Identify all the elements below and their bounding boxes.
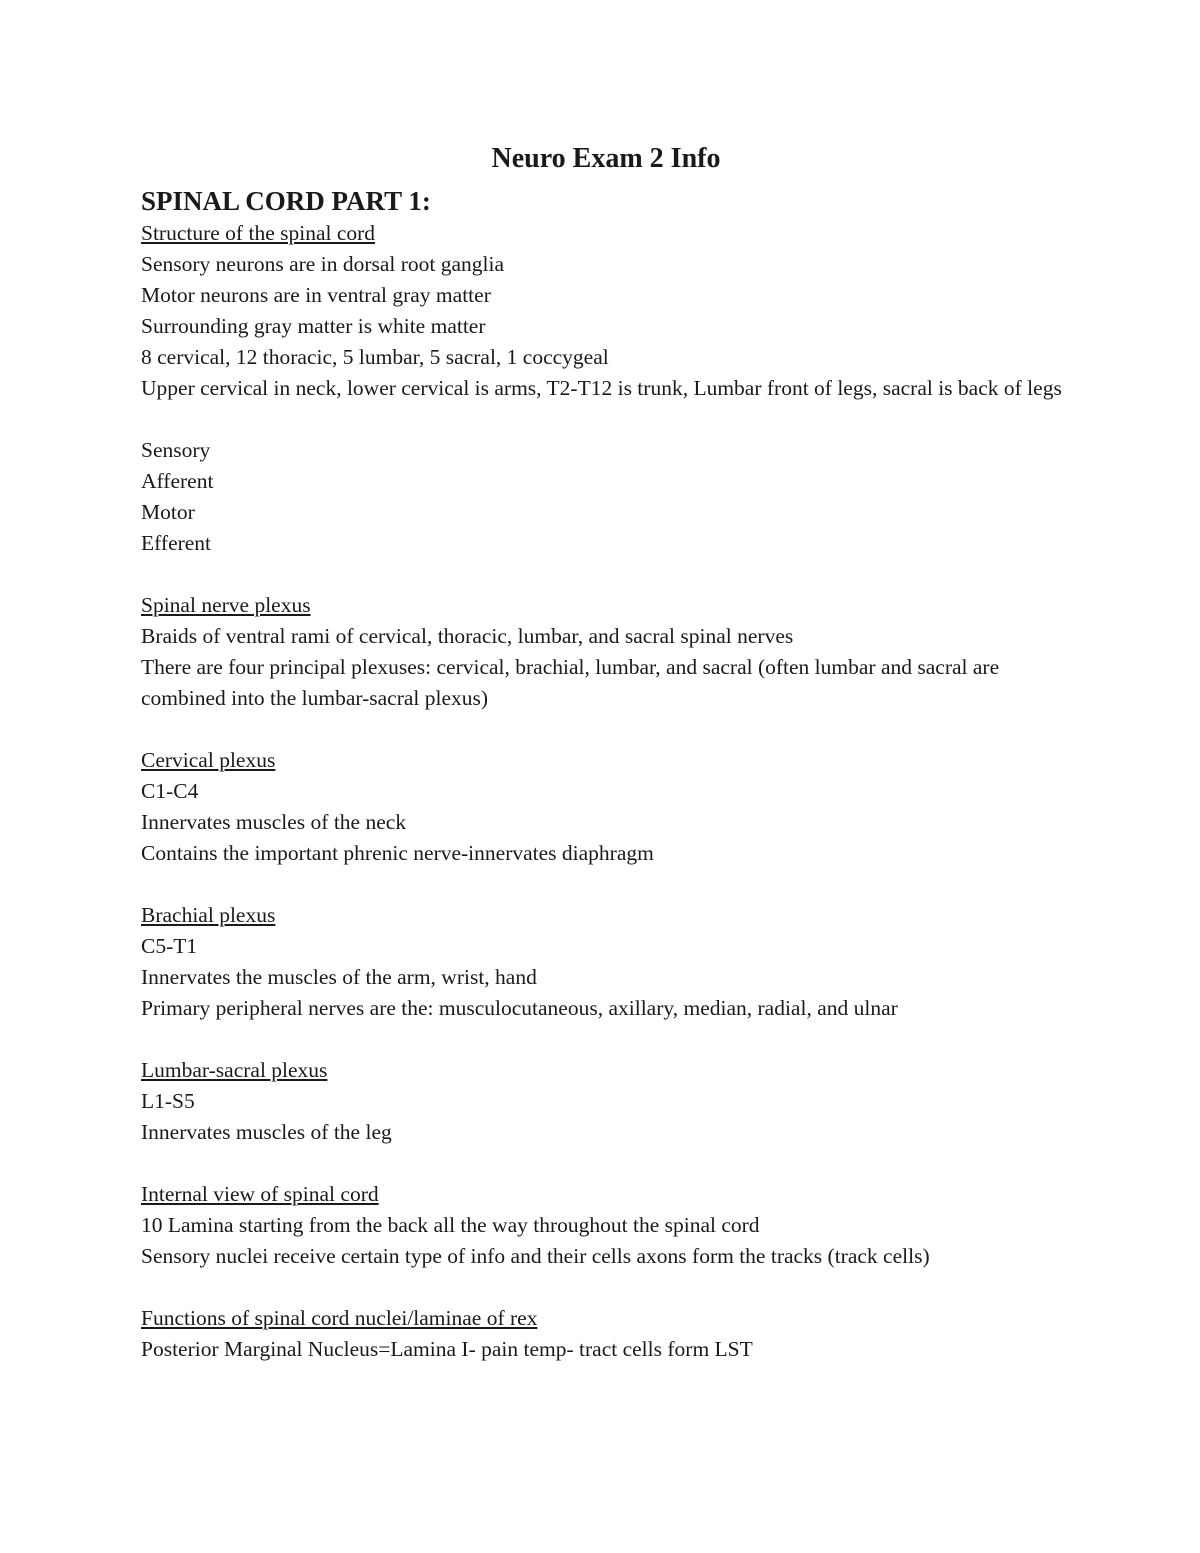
blank-line: [141, 714, 1071, 745]
blank-line: [141, 1272, 1071, 1303]
section-heading: Cervical plexus: [141, 748, 276, 772]
section-heading: Spinal nerve plexus: [141, 593, 311, 617]
text-line: Innervates the muscles of the arm, wrist, hand: [141, 965, 537, 989]
blank-line: [141, 869, 1071, 900]
text-line: Braids of ventral rami of cervical, thoracic, lumbar, and sacral spinal nerves: [141, 624, 794, 648]
text-line: Efferent: [141, 531, 212, 555]
text-line: There are four principal plexuses: cervical, brachial, lumbar, and sacral (often lumbar and sacral are combined into the lumbar-sacral plexus): [141, 655, 1000, 710]
text-line: Upper cervical in neck, lower cervical is arms, T2-T12 is trunk, Lumbar front of legs, sacral is back of legs: [141, 376, 1062, 400]
text-line: 10 Lamina starting from the back all the way throughout the spinal cord: [141, 1213, 760, 1237]
text-line: Contains the important phrenic nerve-innervates diaphragm: [141, 841, 654, 865]
section-heading: Lumbar-sacral plexus: [141, 1058, 328, 1082]
text-line: Primary peripheral nerves are the: musculocutaneous, axillary, median, radial, and ulnar: [141, 996, 898, 1020]
section-terms: [141, 435, 1071, 559]
section-structure: [141, 218, 1071, 404]
text-line: L1-S5: [141, 1089, 195, 1113]
blank-line: [141, 404, 1071, 435]
text-line: Sensory neurons are in dorsal root ganglia: [141, 252, 505, 276]
text-line: Sensory: [141, 438, 211, 462]
text-line: Afferent: [141, 469, 214, 493]
document-page: [141, 140, 1071, 1365]
section-functions-nuclei: [141, 1303, 1071, 1365]
text-line: C1-C4: [141, 779, 199, 803]
text-line: Surrounding gray matter is white matter: [141, 314, 486, 338]
text-line: Innervates muscles of the neck: [141, 810, 407, 834]
part-heading: SPINAL CORD PART 1:: [141, 186, 431, 216]
text-line: C5-T1: [141, 934, 198, 958]
blank-line: [141, 1148, 1071, 1179]
document-title: Neuro Exam 2 Info: [491, 143, 721, 174]
section-heading: Structure of the spinal cord: [141, 221, 376, 245]
section-spinal-nerve-plexus: [141, 590, 1071, 714]
section-heading: Functions of spinal cord nuclei/laminae of rex: [141, 1306, 538, 1330]
section-heading: Brachial plexus: [141, 903, 276, 927]
blank-line: [141, 1024, 1071, 1055]
section-lumbar-sacral-plexus: [141, 1055, 1071, 1148]
section-internal-view: [141, 1179, 1071, 1272]
text-line: Motor: [141, 500, 195, 524]
text-line: 8 cervical, 12 thoracic, 5 lumbar, 5 sacral, 1 coccygeal: [141, 345, 609, 369]
section-heading: Internal view of spinal cord: [141, 1182, 379, 1206]
text-line: Posterior Marginal Nucleus=Lamina I- pain temp- tract cells form LST: [141, 1337, 753, 1361]
text-line: Sensory nuclei receive certain type of info and their cells axons form the tracks (track cells): [141, 1244, 930, 1268]
text-line: Innervates muscles of the leg: [141, 1120, 392, 1144]
blank-line: [141, 559, 1071, 590]
section-brachial-plexus: [141, 900, 1071, 1024]
text-line: Motor neurons are in ventral gray matter: [141, 283, 491, 307]
section-cervical-plexus: [141, 745, 1071, 869]
